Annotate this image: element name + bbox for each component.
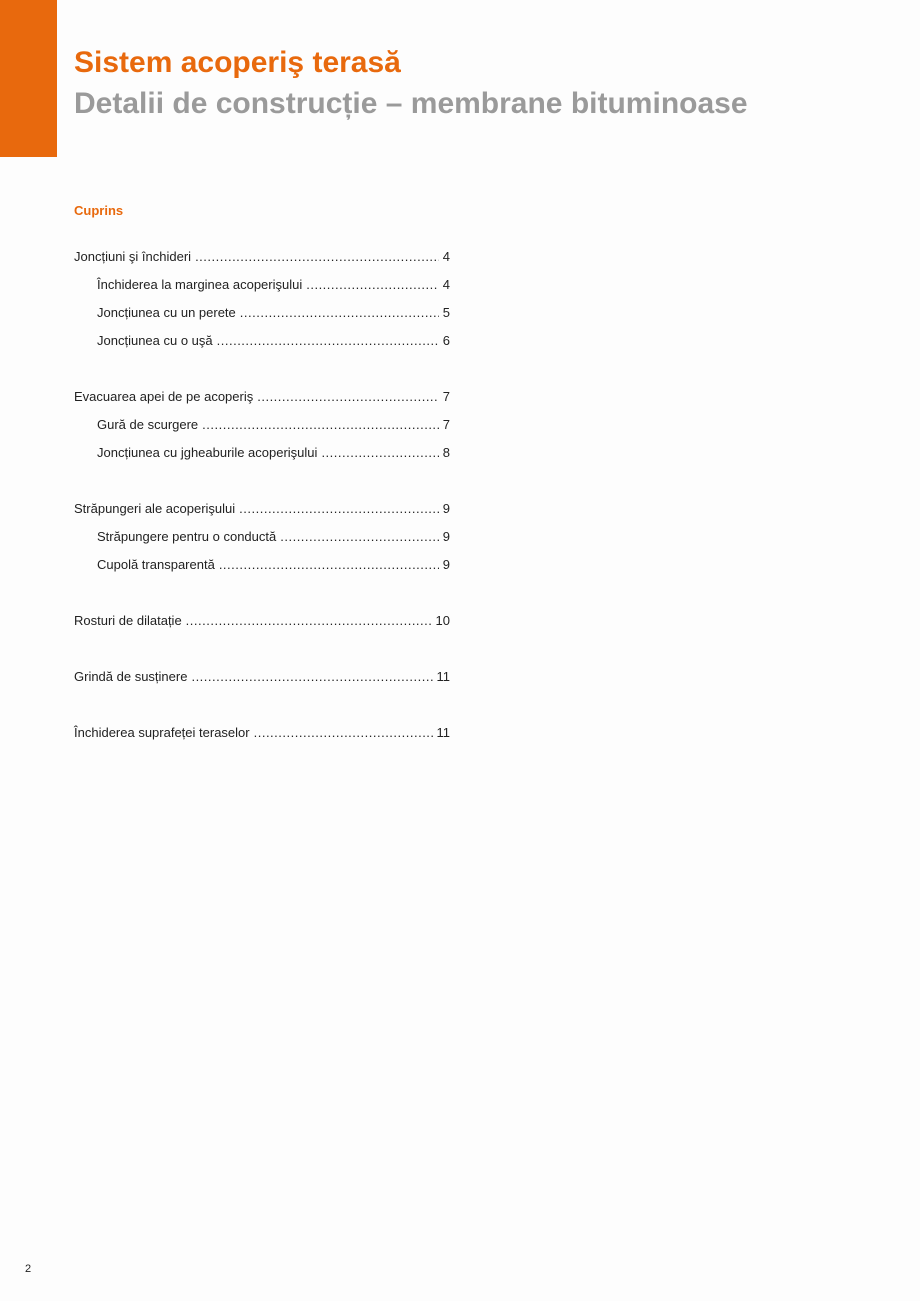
toc-entry-label: Străpungeri ale acoperişului [74, 501, 236, 516]
toc-entry-label: Evacuarea apei de pe acoperiş [74, 389, 254, 404]
dot-leader [306, 277, 439, 292]
toc-entry[interactable] [74, 417, 450, 445]
toc-entry-page: 7 [442, 417, 450, 432]
toc-entry-page: 5 [442, 305, 450, 320]
dot-leader [239, 501, 439, 516]
toc-entry[interactable] [74, 389, 450, 417]
toc-entry[interactable] [74, 725, 450, 753]
dot-leader [321, 445, 438, 460]
table-of-contents [74, 249, 450, 753]
toc-entry[interactable] [74, 277, 450, 305]
toc-entry-page: 7 [442, 389, 450, 404]
toc-entry-page: 8 [442, 445, 450, 460]
page-subtitle: Detalii de construcție – membrane bituminoase [74, 87, 748, 120]
toc-entry-label: Joncțiunea cu un perete [97, 305, 236, 320]
toc-entry-page: 4 [442, 277, 450, 292]
toc-entry-page: 6 [442, 333, 450, 348]
toc-entry-page: 9 [442, 529, 450, 544]
dot-leader [254, 725, 433, 740]
toc-entry-page: 4 [442, 249, 450, 264]
dot-leader [191, 669, 432, 684]
toc-entry[interactable] [74, 557, 450, 585]
toc-entry-page: 11 [436, 669, 450, 684]
toc-entry-label: Joncțiunea cu jgheaburile acoperişului [97, 445, 318, 460]
toc-entry-page: 9 [442, 557, 450, 572]
toc-entry-label: Cupolă transparentă [97, 557, 215, 572]
toc-entry[interactable] [74, 669, 450, 697]
toc-entry-page: 11 [436, 725, 450, 740]
dot-leader [202, 417, 439, 432]
dot-leader [257, 389, 439, 404]
toc-entry-label: Rosturi de dilatație [74, 613, 182, 628]
toc-entry[interactable] [74, 445, 450, 473]
toc-entry-label: Gură de scurgere [97, 417, 199, 432]
toc-entry[interactable] [74, 529, 450, 557]
toc-entry[interactable] [74, 333, 450, 361]
dot-leader [219, 557, 439, 572]
toc-entry[interactable] [74, 305, 450, 333]
toc-entry-label: Grindă de susținere [74, 669, 188, 684]
toc-entry-label: Joncțiuni şi închideri [74, 249, 192, 264]
dot-leader [280, 529, 439, 544]
toc-heading: Cuprins [74, 203, 124, 218]
toc-entry-page: 9 [442, 501, 450, 516]
page-number: 2 [25, 1263, 32, 1275]
dot-leader [217, 333, 439, 348]
toc-entry-label: Închiderea la marginea acoperişului [97, 277, 303, 292]
toc-entry-label: Joncțiunea cu o uşă [97, 333, 213, 348]
dot-leader [186, 613, 432, 628]
dot-leader [240, 305, 439, 320]
toc-entry[interactable] [74, 249, 450, 277]
orange-accent-bar [0, 0, 57, 157]
toc-entry-label: Străpungere pentru o conductă [97, 529, 277, 544]
toc-entry-label: Închiderea suprafeței teraselor [74, 725, 250, 740]
toc-entry[interactable] [74, 613, 450, 641]
toc-entry-page: 10 [435, 613, 450, 628]
toc-entry[interactable] [74, 501, 450, 529]
page-title: Sistem acoperiş terasă [74, 46, 401, 79]
dot-leader [195, 249, 439, 264]
